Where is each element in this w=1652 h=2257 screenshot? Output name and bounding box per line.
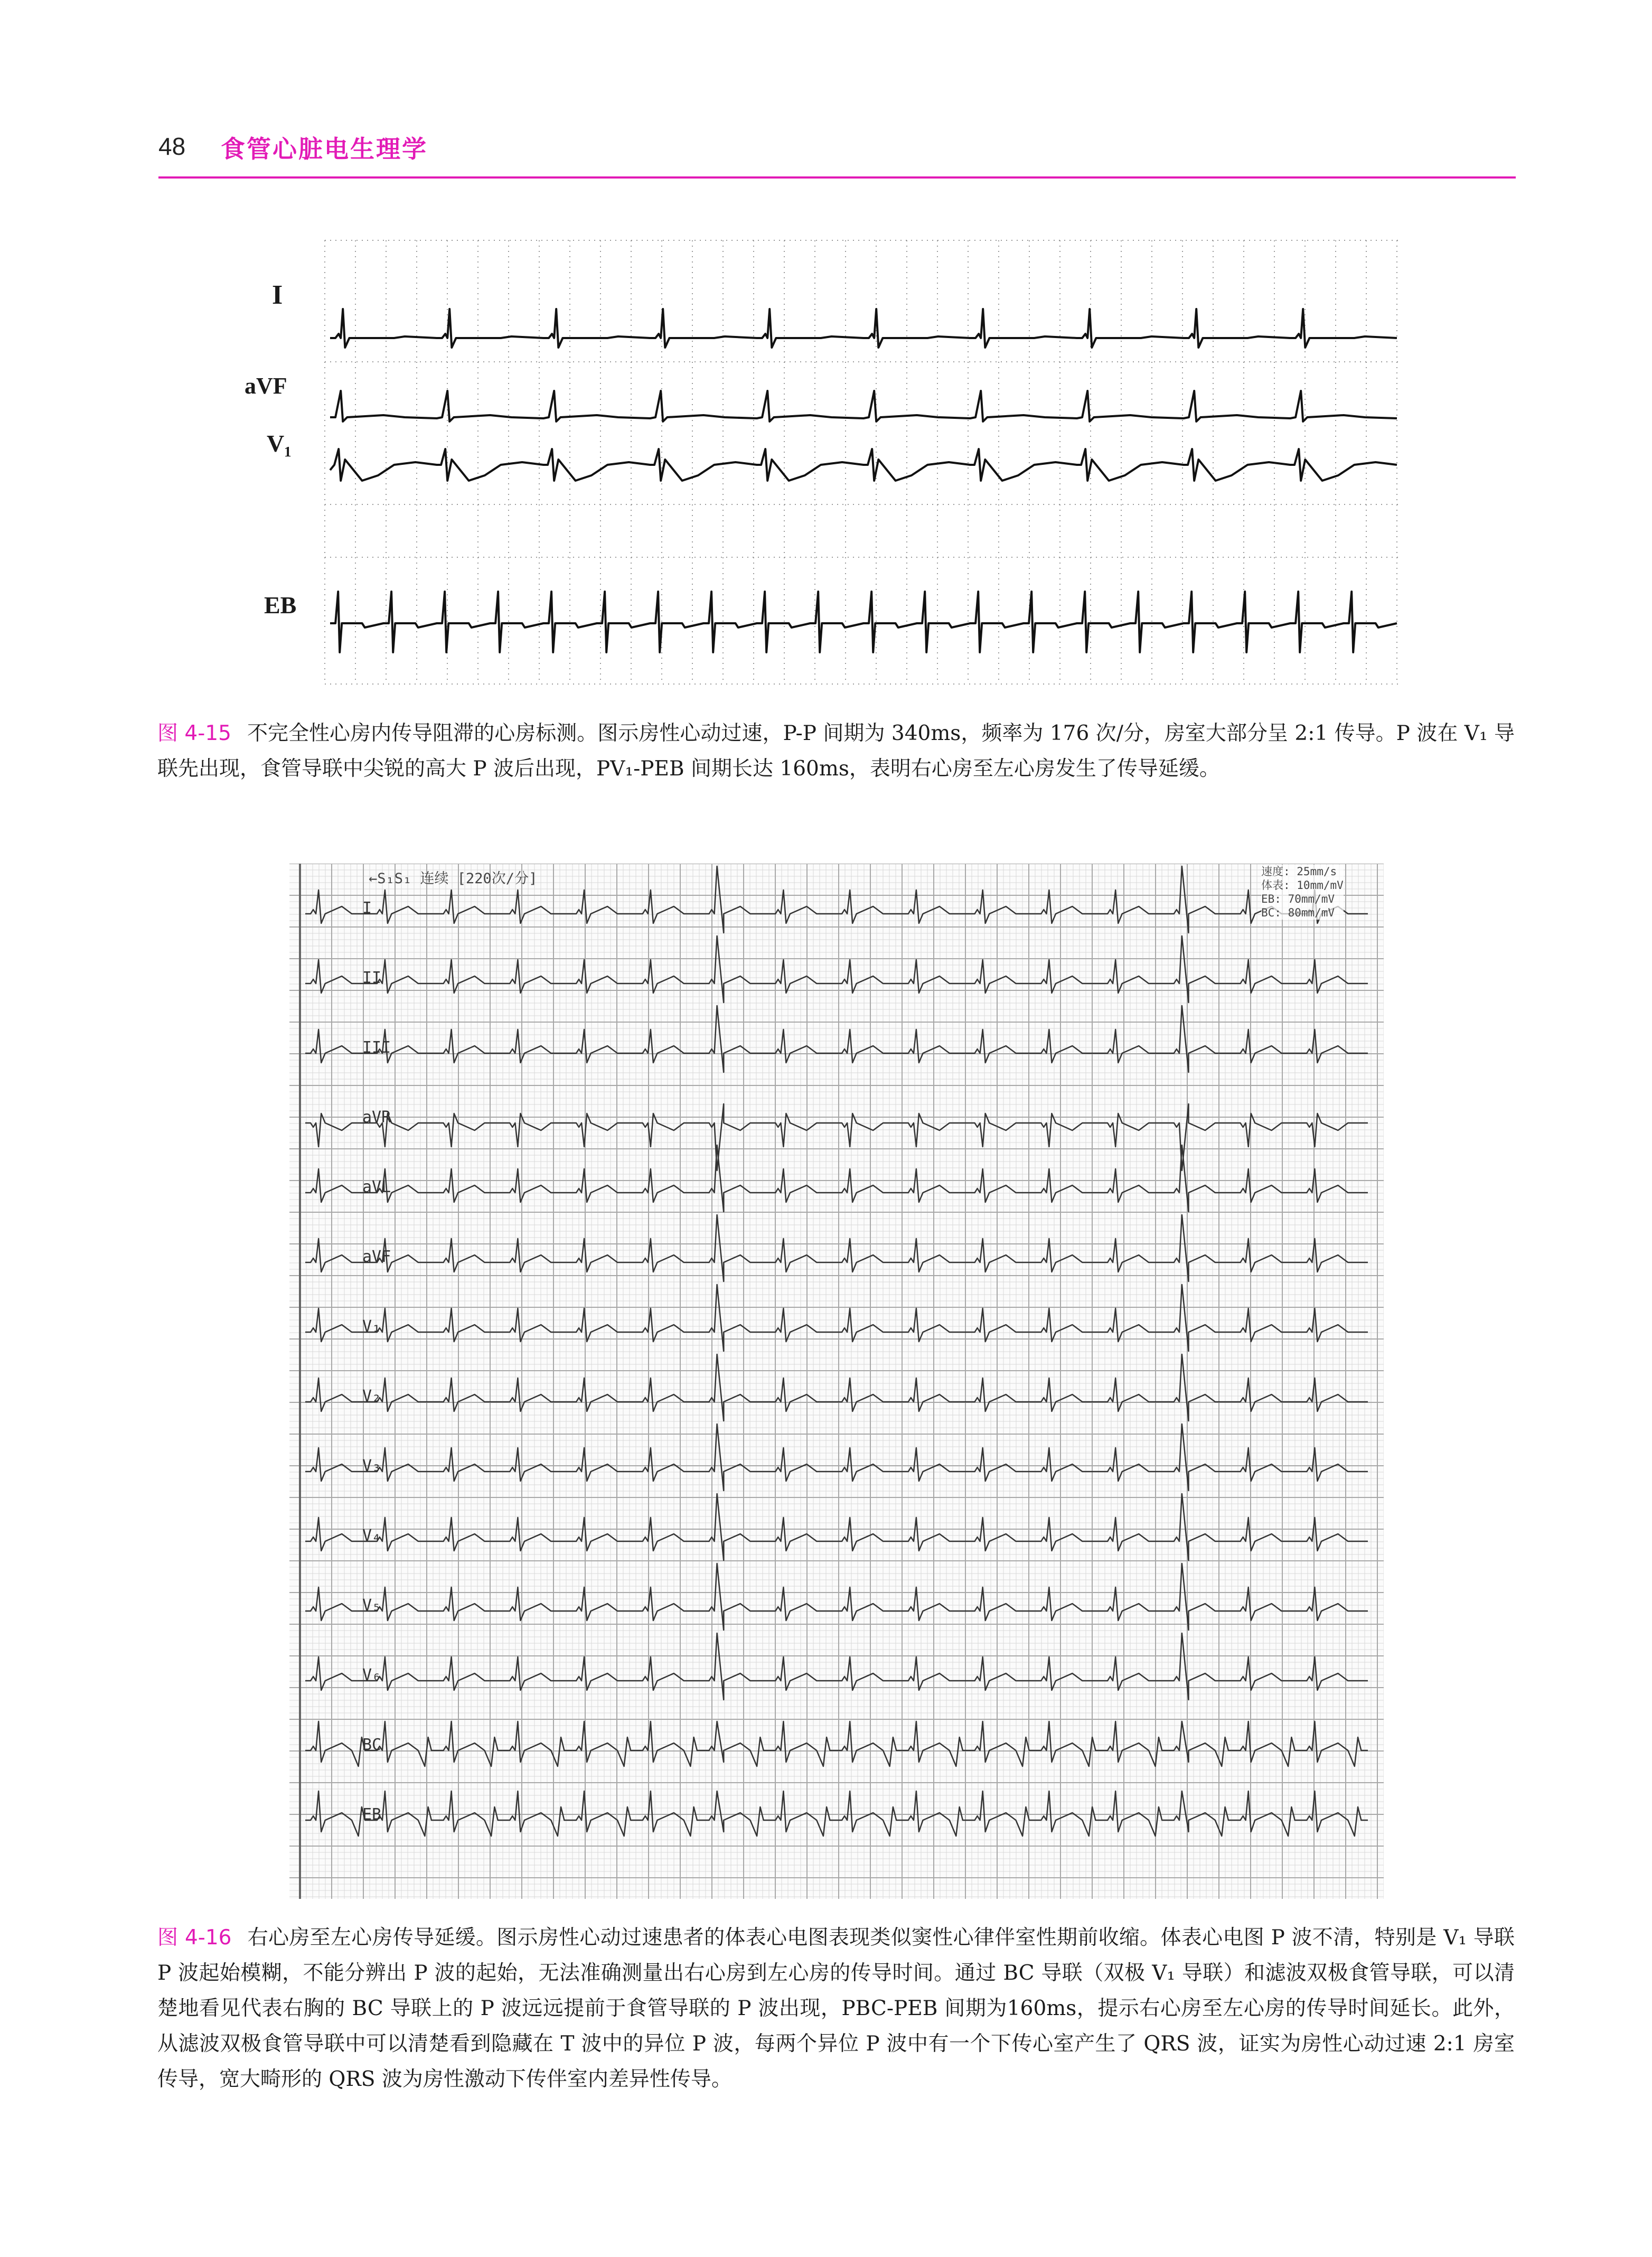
lead-label-10: V₅ [362, 1596, 382, 1615]
setting-surface: 体表: 10mm/mV [1261, 879, 1344, 892]
figure-4-15-number: 图 4-15 [157, 722, 231, 745]
book-title: 食管心脏电生理学 [221, 135, 428, 163]
figure-4-15 [240, 230, 1423, 695]
lead-label-11: V₆ [362, 1666, 382, 1684]
lead-label-4: aVL [362, 1178, 391, 1196]
lead-label-2: III [362, 1038, 391, 1057]
lead-label-1: II [362, 969, 382, 987]
figure-4-16-number: 图 4-16 [157, 1926, 232, 1950]
lead-label-0: I [362, 899, 372, 917]
ecg-strip-4-15 [240, 230, 1423, 695]
lead-label-3: aVR [362, 1108, 391, 1127]
settings-box [1261, 865, 1344, 920]
lead-label-V1: V₁ [267, 430, 292, 457]
figure-4-15-text: 不完全性心房内传导阻滞的心房标测。图示房性心动过速，P-P 间期为 340ms，频率为 176 次/分，房室大部分呈 2:1 传导。P 波在 V₁ 导联先出现，食管导联中尖锐的高大 P 波后出现，PV₁-PEB 间期长达 160ms，表明右心房至左心房发生了传导延缓。 [157, 722, 1515, 781]
lead-label-5: aVF [362, 1248, 391, 1266]
lead-label-13: EB [362, 1805, 382, 1824]
lead-label-12: BC [362, 1736, 382, 1754]
figure-4-16 [289, 864, 1384, 1899]
setting-bc: BC: 80mm/mV [1261, 906, 1335, 919]
setting-speed: 速度: 25mm/s [1261, 865, 1337, 878]
lead-label-I: I [272, 280, 283, 310]
lead-label-aVF: aVF [245, 373, 287, 399]
header-rule [158, 176, 1516, 179]
page-header [158, 126, 1516, 179]
figure-4-15-caption [157, 716, 1515, 786]
ecg-12-lead-4-16 [289, 864, 1384, 1899]
lead-label-7: V₂ [362, 1387, 382, 1406]
figure-4-16-caption [157, 1920, 1515, 2097]
lead-label-6: V₁ [362, 1317, 382, 1336]
setting-eb: EB: 70mm/mV [1261, 893, 1335, 905]
figure-4-16-text: 右心房至左心房传导延缓。图示房性心动过速患者的体表心电图表现类似窦性心律伴室性期前收缩。体表心电图 P 波不清，特别是 V₁ 导联 P 波起始模糊，不能分辨出 P 波的起始，无法准确测量出右心房到左心房的传导时间。通过 BC 导联（双极 V₁ 导联）和滤波双极食管导联，可以清楚地看见代表右胸的 BC 导联上的 P 波远远提前于食管导联的 P 波出现，PBC-PEB 间期为160ms，提示右心房至左心房的传导时间延长。此外，从滤波双极食管导联中可以清楚看到隐藏在 T 波中的异位 P 波，每两个异位 P 波中有一个下传心室产生了 QRS 波，证实为房性心动过速 2:1 房室传导，宽大畸形的 QRS 波为房性激动下传伴室内差异性传导。 [157, 1926, 1515, 2091]
lead-label-9: V₄ [362, 1526, 382, 1545]
pacing-annotation: ←S₁S₁ 连续 [220次/分] [369, 870, 538, 887]
page-number: 48 [158, 133, 186, 160]
lead-label-EB: EB [264, 592, 297, 619]
lead-label-8: V₃ [362, 1457, 382, 1475]
